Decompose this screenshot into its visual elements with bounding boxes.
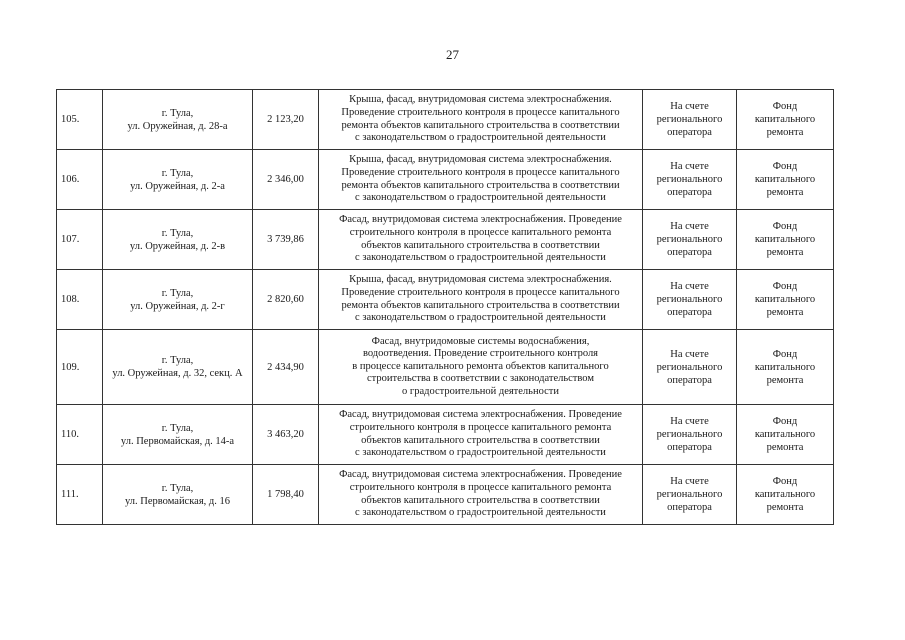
table-row [57,405,834,465]
cost-cell: 1 798,40 [253,465,319,525]
funding-source-cell: Фонд капитального ремонта [737,330,834,405]
table-row [57,465,834,525]
funding-source-cell: Фонд капитального ремонта [737,270,834,330]
funding-source-cell: Фонд капитального ремонта [737,150,834,210]
address-cell: г. Тула, ул. Оружейная, д. 28-а [103,90,253,150]
work-description-cell: Крыша, фасад, внутридомовая система электроснабжения. Проведение строительного контроля в процессе капитального ремонта объектов капитального строительства в соответствии с законодательством о градостроительной деятельности [319,270,643,330]
row-number: 105. [57,90,103,150]
work-description-cell: Крыша, фасад, внутридомовая система электроснабжения. Проведение строительного контроля в процессе капитального ремонта объектов капитального строительства в соответствии с законодательством о градостроительной деятельности [319,150,643,210]
address-cell: г. Тула, ул. Оружейная, д. 32, секц. А [103,330,253,405]
cost-cell: 2 820,60 [253,270,319,330]
funding-source-cell: Фонд капитального ремонта [737,90,834,150]
row-number: 106. [57,150,103,210]
work-description-cell: Фасад, внутридомовые системы водоснабжения, водоотведения. Проведение строительного контроля в процессе капитального ремонта объектов капитального строительства в соответствии с законодательством о градостроительной деятельности [319,330,643,405]
address-cell: г. Тула, ул. Оружейная, д. 2-г [103,270,253,330]
repair-schedule-table [56,89,834,525]
row-number: 111. [57,465,103,525]
table-row [57,210,834,270]
row-number: 109. [57,330,103,405]
row-number: 107. [57,210,103,270]
account-status-cell: На счете регионального оператора [643,405,737,465]
address-cell: г. Тула, ул. Первомайская, д. 16 [103,465,253,525]
work-description-cell: Фасад, внутридомовая система электроснабжения. Проведение строительного контроля в процессе капитального ремонта объектов капитального строительства в соответствии с законодательством о градостроительной деятельности [319,210,643,270]
address-cell: г. Тула, ул. Оружейная, д. 2-в [103,210,253,270]
funding-source-cell: Фонд капитального ремонта [737,465,834,525]
funding-source-cell: Фонд капитального ремонта [737,405,834,465]
table-row [57,330,834,405]
cost-cell: 2 123,20 [253,90,319,150]
work-description-cell: Фасад, внутридомовая система электроснабжения. Проведение строительного контроля в процессе капитального ремонта объектов капитального строительства в соответствии с законодательством о градостроительной деятельности [319,405,643,465]
table-row [57,90,834,150]
cost-cell: 2 434,90 [253,330,319,405]
account-status-cell: На счете регионального оператора [643,150,737,210]
work-description-cell: Фасад, внутридомовая система электроснабжения. Проведение строительного контроля в процессе капитального ремонта объектов капитального строительства в соответствии с законодательством о градостроительной деятельности [319,465,643,525]
row-number: 110. [57,405,103,465]
account-status-cell: На счете регионального оператора [643,465,737,525]
table-row [57,150,834,210]
funding-source-cell: Фонд капитального ремонта [737,210,834,270]
address-cell: г. Тула, ул. Первомайская, д. 14-а [103,405,253,465]
account-status-cell: На счете регионального оператора [643,210,737,270]
table-row [57,270,834,330]
page-number: 27 [446,47,459,62]
account-status-cell: На счете регионального оператора [643,270,737,330]
cost-cell: 2 346,00 [253,150,319,210]
work-description-cell: Крыша, фасад, внутридомовая система электроснабжения. Проведение строительного контроля в процессе капитального ремонта объектов капитального строительства в соответствии с законодательством о градостроительной деятельности [319,90,643,150]
row-number: 108. [57,270,103,330]
cost-cell: 3 463,20 [253,405,319,465]
cost-cell: 3 739,86 [253,210,319,270]
account-status-cell: На счете регионального оператора [643,90,737,150]
account-status-cell: На счете регионального оператора [643,330,737,405]
address-cell: г. Тула, ул. Оружейная, д. 2-а [103,150,253,210]
